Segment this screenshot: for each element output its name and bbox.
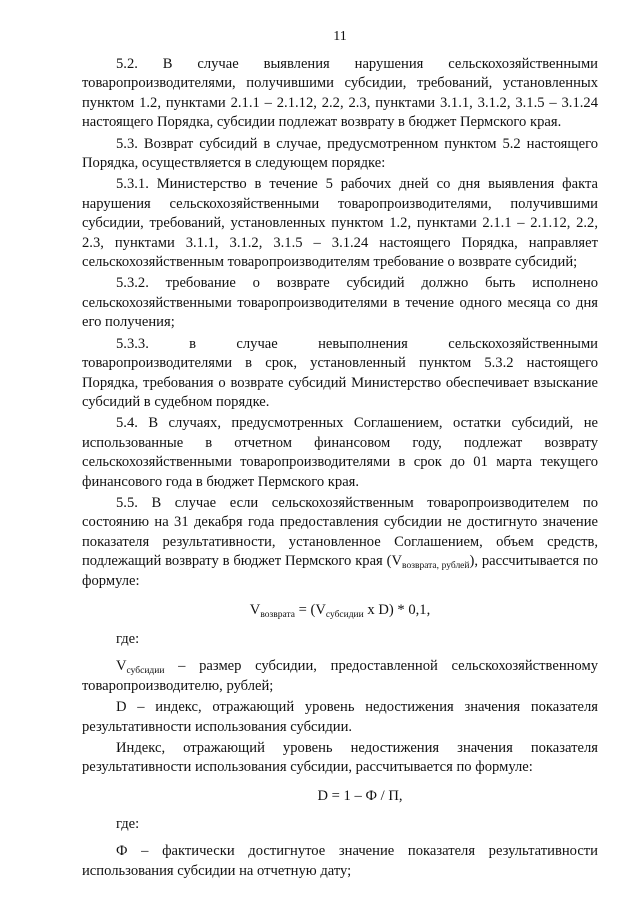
- where-label-1: где:: [116, 630, 140, 647]
- paragraph-5-3-3: 5.3.3. в случае невыполнения сельскохозяйственными товаропроизводителями в срок, установленный пунктом 5.3.2 настоящего Порядка, требования о возврате субсидий Министерство обеспечивает взыскание субсидий в судебном порядке.: [82, 335, 598, 410]
- paragraph-5-2: 5.2. В случае выявления нарушения сельскохозяйственными товаропроизводителями, получившими субсидии, требований, установленных пунктом 1.2, пунктами 2.1.1 – 2.1.12, 2.2, 2.3, пунктами 3.1.1, 3.1.2, 3.1.5 – 3.1.24 настоящего Порядка, субсидии подлежат возврату в бюджет Пермского края.: [82, 56, 598, 131]
- formula1-rest: x D) * 0,1,: [363, 601, 431, 618]
- paragraph-5-5-text: 5.5. В случае если сельскохозяйственным товаропроизводителем по состоянию на 31 декабря года предоставления субсидии не достигнуто значение показателя результативности, установленное Соглашением, объем средств, подлежащий возврату в бюджет Пермского края (V: [82, 494, 598, 570]
- def-v-subscript: субсидии: [126, 666, 165, 677]
- paragraph-5-5-subscript: возврата, рублей: [402, 561, 470, 572]
- paragraph-5-5: [82, 494, 598, 591]
- def-v-text: – размер субсидии, предоставленной сельскохозяйственному товаропроизводителю, рублей;: [82, 658, 598, 694]
- paragraph-5-3: 5.3. Возврат субсидий в случае, предусмотренном пунктом 5.2 настоящего Порядка, осуществляется в следующем порядке:: [82, 135, 598, 172]
- definition-d-index: D – индекс, отражающий уровень недостижения значения показателя результативности использования субсидии.: [82, 699, 598, 735]
- definition-phi: Ф – фактически достигнутое значение показателя результативности использования субсидии на отчетную дату;: [82, 843, 598, 879]
- formula1-eq: = (V: [294, 601, 326, 618]
- where-label-2: где:: [116, 815, 140, 832]
- paragraph-5-3-2: 5.3.2. требование о возврате субсидий должно быть исполнено сельскохозяйственными товаропроизводителями в течение одного месяца со дня его получения;: [82, 275, 598, 331]
- paragraph-5-4: 5.4. В случаях, предусмотренных Соглашением, остатки субсидий, не использованные в отчетном финансовом году, подлежат возврату сельскохозяйственными товаропроизводителями в срок до 01 марта текущего финансового года в бюджет Пермского края.: [82, 415, 598, 490]
- page-number: 11: [333, 29, 347, 44]
- formula-d-index: D = 1 – Ф / П,: [317, 787, 403, 804]
- formula-v-return: [82, 600, 598, 620]
- formula1-mid-subscript: субсидии: [325, 609, 364, 620]
- paragraph-index-intro: Индекс, отражающий уровень недостижения значения показателя результативности использования субсидии, рассчитывается по формуле:: [82, 740, 598, 776]
- paragraph-5-5-tail: ), рассчитывается по формуле:: [82, 553, 598, 589]
- formula1-lhs-subscript: возврата: [260, 609, 295, 620]
- paragraph-5-3-1: 5.3.1. Министерство в течение 5 рабочих дней со дня выявления факта нарушения сельскохозяйственными товаропроизводителями, получившими субсидии, требований, установленных пунктом 1.2, пунктами 2.1.1 – 2.1.12, 2.2, 2.3, пунктами 3.1.1, 3.1.2, 3.1.5 – 3.1.24 настоящего Порядка, направляет сельскохозяйственным товаропроизводителям требование о возврате субсидий;: [82, 176, 598, 271]
- formula1-lhs: V: [249, 601, 261, 618]
- def-v-symbol: V: [116, 658, 127, 675]
- definition-v-subsidy: [82, 657, 598, 696]
